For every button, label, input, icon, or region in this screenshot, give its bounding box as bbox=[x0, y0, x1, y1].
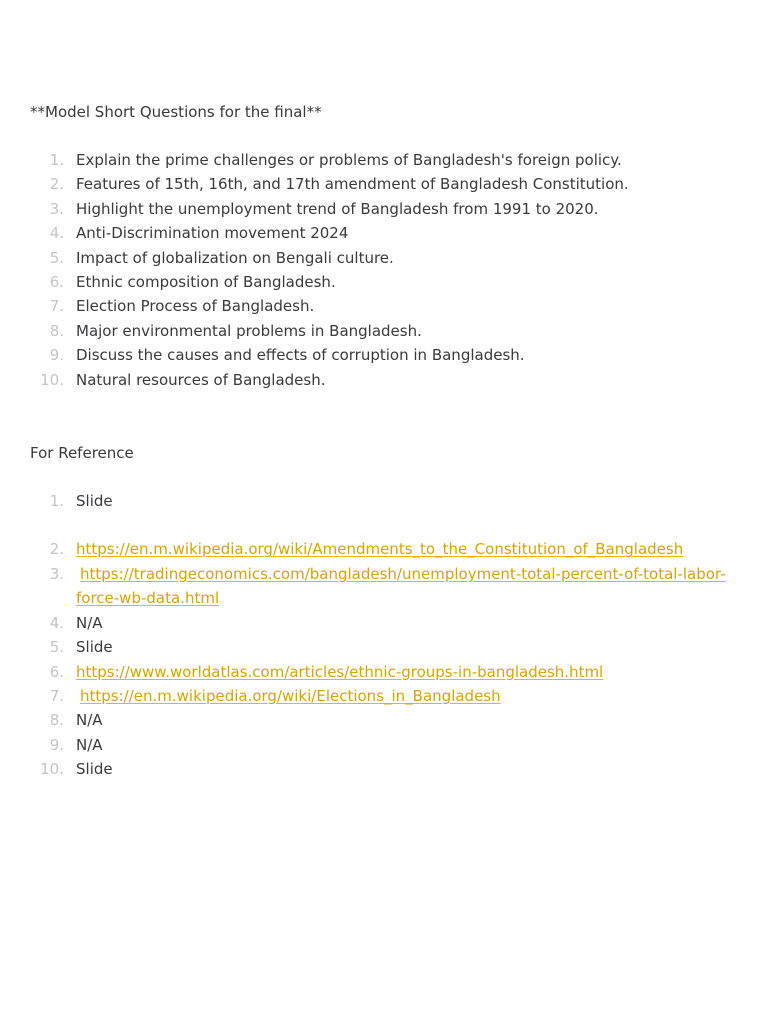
question-text: Highlight the unemployment trend of Bangladesh from 1991 to 2020. bbox=[76, 199, 599, 218]
blank-line bbox=[30, 124, 730, 148]
question-item bbox=[30, 197, 730, 221]
list-number: 10. bbox=[40, 760, 64, 779]
list-number: 9. bbox=[49, 735, 64, 754]
list-number: 9. bbox=[49, 346, 64, 365]
references-list bbox=[30, 489, 730, 781]
reference-link[interactable]: https://tradingeconomics.com/bangladesh/unemployment-total-percent-of-total-labor-force-wb-data.html bbox=[76, 564, 726, 608]
list-number: 2. bbox=[49, 175, 64, 194]
reference-item bbox=[30, 537, 730, 561]
question-text: Features of 15th, 16th, and 17th amendment of Bangladesh Constitution. bbox=[76, 175, 629, 194]
note-body[interactable] bbox=[30, 100, 730, 782]
reference-item bbox=[30, 489, 730, 513]
list-number: 5. bbox=[49, 248, 64, 267]
list-number: 10. bbox=[40, 370, 64, 389]
question-item bbox=[30, 172, 730, 196]
question-item bbox=[30, 343, 730, 367]
question-item bbox=[30, 270, 730, 294]
list-number: 5. bbox=[49, 638, 64, 657]
reference-item bbox=[30, 660, 730, 684]
list-number: 6. bbox=[49, 662, 64, 681]
question-text: Natural resources of Bangladesh. bbox=[76, 370, 326, 389]
list-number: 7. bbox=[49, 686, 64, 705]
reference-text: N/A bbox=[76, 735, 103, 754]
reference-heading: For Reference bbox=[30, 444, 134, 463]
list-number: 7. bbox=[49, 297, 64, 316]
question-text: Election Process of Bangladesh. bbox=[76, 297, 315, 316]
reference-text: N/A bbox=[76, 613, 103, 632]
question-text: Impact of globalization on Bengali culture. bbox=[76, 248, 394, 267]
reference-link[interactable]: https://en.m.wikipedia.org/wiki/Amendments_to_the_Constitution_of_Bangladesh bbox=[76, 540, 684, 559]
question-item bbox=[30, 148, 730, 172]
list-number: 1. bbox=[49, 151, 64, 169]
blank-line bbox=[30, 465, 730, 489]
question-item bbox=[30, 294, 730, 318]
reference-item bbox=[30, 562, 730, 611]
reference-text: Slide bbox=[76, 638, 113, 657]
blank-line bbox=[30, 392, 730, 441]
reference-link[interactable]: https://www.worldatlas.com/articles/ethnic-groups-in-bangladesh.html bbox=[76, 662, 604, 681]
list-number: 3. bbox=[49, 564, 64, 583]
list-number: 1. bbox=[49, 492, 64, 511]
question-text: Discuss the causes and effects of corruption in Bangladesh. bbox=[76, 346, 525, 365]
question-text: Major environmental problems in Bangladesh. bbox=[76, 321, 422, 340]
questions-list bbox=[30, 148, 730, 392]
reference-item bbox=[30, 757, 730, 781]
list-number: 8. bbox=[49, 321, 64, 340]
question-item bbox=[30, 221, 730, 245]
reference-item bbox=[30, 611, 730, 635]
reference-item bbox=[30, 708, 730, 732]
list-number: 2. bbox=[49, 540, 64, 559]
reference-link[interactable]: https://en.m.wikipedia.org/wiki/Elections_in_Bangladesh bbox=[80, 686, 501, 705]
question-item bbox=[30, 368, 730, 392]
question-text: Explain the prime challenges or problems of Bangladesh's foreign policy. bbox=[76, 151, 622, 169]
question-text: Ethnic composition of Bangladesh. bbox=[76, 273, 336, 292]
reference-text: N/A bbox=[76, 711, 103, 730]
list-number: 3. bbox=[49, 199, 64, 218]
reference-item bbox=[30, 684, 730, 708]
reference-text: Slide bbox=[76, 492, 113, 511]
list-number: 8. bbox=[49, 711, 64, 730]
question-text: Anti-Discrimination movement 2024 bbox=[76, 224, 349, 243]
list-number: 6. bbox=[49, 273, 64, 292]
blank-line bbox=[30, 513, 730, 537]
reference-text: Slide bbox=[76, 760, 113, 779]
question-item bbox=[30, 246, 730, 270]
question-item bbox=[30, 319, 730, 343]
reference-item bbox=[30, 635, 730, 659]
list-number: 4. bbox=[49, 224, 64, 243]
note-heading: **Model Short Questions for the final** bbox=[30, 103, 322, 121]
list-number: 4. bbox=[49, 613, 64, 632]
reference-item bbox=[30, 733, 730, 757]
